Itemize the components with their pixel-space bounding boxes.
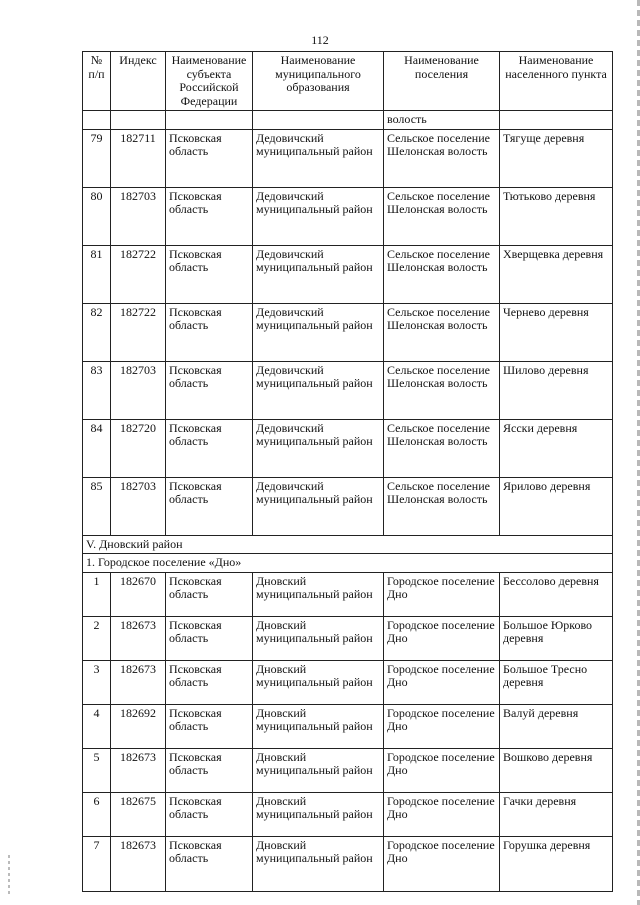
cell-municipality: Дновский муниципальный район (253, 616, 384, 660)
cell-num: 81 (83, 245, 111, 303)
cell-subject: Псковская область (166, 836, 253, 891)
section-row (83, 535, 613, 554)
cell-municipality: Дновский муниципальный район (253, 704, 384, 748)
table-row (83, 187, 613, 245)
cell-municipality: Дновский муниципальный район (253, 792, 384, 836)
cell-municipality: Дновский муниципальный район (253, 572, 384, 616)
cell-num: 83 (83, 361, 111, 419)
cell-settlement: Сельское поселение Шелонская волость (384, 129, 500, 187)
cell-index: 182675 (111, 792, 166, 836)
scan-edge-left (8, 855, 10, 895)
cell-settlement: Сельское поселение Шелонская волость (384, 419, 500, 477)
cell-subject: Псковская область (166, 419, 253, 477)
cell-settlement: Городское поселение Дно (384, 748, 500, 792)
cell-num: 84 (83, 419, 111, 477)
cell-index: 182722 (111, 303, 166, 361)
cell-municipality: Дедовичский муниципальный район (253, 129, 384, 187)
cell-locality: Тягуще деревня (500, 129, 613, 187)
cell-num: 5 (83, 748, 111, 792)
cell-subject: Псковская область (166, 660, 253, 704)
table-row (83, 836, 613, 891)
subsection-row (83, 554, 613, 573)
cell-settlement: Городское поселение Дно (384, 616, 500, 660)
cell-num: 3 (83, 660, 111, 704)
header-locality: Наименование населенного пункта (500, 52, 613, 111)
header-subject: Наименование субъекта Российской Федерации (166, 52, 253, 111)
cell-municipality: Дедовичский муниципальный район (253, 361, 384, 419)
cell-index: 182673 (111, 836, 166, 891)
cell-index: 182692 (111, 704, 166, 748)
cell-municipality: Дедовичский муниципальный район (253, 187, 384, 245)
cell-settlement: Сельское поселение Шелонская волость (384, 187, 500, 245)
cell-settlement: Городское поселение Дно (384, 836, 500, 891)
cell-municipality: Дедовичский муниципальный район (253, 303, 384, 361)
cell-index: 182703 (111, 477, 166, 535)
table-row (83, 748, 613, 792)
cell-municipality: Дновский муниципальный район (253, 748, 384, 792)
cell-subject: Псковская область (166, 477, 253, 535)
table-row (83, 303, 613, 361)
cell-subject: Псковская область (166, 245, 253, 303)
settlements-table (82, 51, 613, 892)
cell-settlement: Сельское поселение Шелонская волость (384, 303, 500, 361)
cell-subject: Псковская область (166, 129, 253, 187)
cell-locality: Большое Юрково деревня (500, 616, 613, 660)
cell-subject: Псковская область (166, 704, 253, 748)
table-body-dedovichi (83, 111, 613, 536)
header-index: Индекс (111, 52, 166, 111)
continuation-settlement: волость (384, 111, 500, 130)
cell-index: 182711 (111, 129, 166, 187)
cell-locality: Бессолово деревня (500, 572, 613, 616)
cell-locality: Чернево деревня (500, 303, 613, 361)
cell-locality: Валуй деревня (500, 704, 613, 748)
table-sections (83, 535, 613, 572)
cell-locality: Гачки деревня (500, 792, 613, 836)
cell-index: 182673 (111, 660, 166, 704)
cell-municipality: Дновский муниципальный район (253, 836, 384, 891)
cell-index: 182673 (111, 748, 166, 792)
cell-num: 85 (83, 477, 111, 535)
cell-municipality: Дедовичский муниципальный район (253, 419, 384, 477)
cell-settlement: Городское поселение Дно (384, 792, 500, 836)
table-row (83, 572, 613, 616)
cell-num: 1 (83, 572, 111, 616)
cell-locality: Шилово деревня (500, 361, 613, 419)
cell-index: 182703 (111, 361, 166, 419)
cell-index: 182670 (111, 572, 166, 616)
table-row (83, 792, 613, 836)
cell-subject: Псковская область (166, 616, 253, 660)
table-row (83, 660, 613, 704)
continuation-row (83, 111, 613, 130)
table-row (83, 129, 613, 187)
cell-municipality: Дедовичский муниципальный район (253, 477, 384, 535)
cell-index: 182722 (111, 245, 166, 303)
cell-locality: Большое Тресно деревня (500, 660, 613, 704)
table-row (83, 616, 613, 660)
cell-subject: Псковская область (166, 572, 253, 616)
cell-locality: Ярилово деревня (500, 477, 613, 535)
subsection-title: 1. Городское поселение «Дно» (83, 554, 613, 573)
section-title: V. Дновский район (83, 535, 613, 554)
cell-municipality: Дедовичский муниципальный район (253, 245, 384, 303)
cell-num: 7 (83, 836, 111, 891)
cell-settlement: Сельское поселение Шелонская волость (384, 245, 500, 303)
table-row (83, 361, 613, 419)
page-number: 112 (311, 33, 329, 47)
cell-municipality: Дновский муниципальный район (253, 660, 384, 704)
cell-locality: Горушка деревня (500, 836, 613, 891)
table-row (83, 704, 613, 748)
cell-locality: Тютьково деревня (500, 187, 613, 245)
cell-settlement: Сельское поселение Шелонская волость (384, 477, 500, 535)
table-row (83, 477, 613, 535)
cell-num: 80 (83, 187, 111, 245)
header-num: № п/п (83, 52, 111, 111)
header-settlement: Наименование поселения (384, 52, 500, 111)
cell-subject: Псковская область (166, 303, 253, 361)
cell-locality: Вошково деревня (500, 748, 613, 792)
cell-settlement: Сельское поселение Шелонская волость (384, 361, 500, 419)
cell-index: 182673 (111, 616, 166, 660)
cell-subject: Псковская область (166, 187, 253, 245)
table-row (83, 245, 613, 303)
cell-subject: Псковская область (166, 748, 253, 792)
cell-index: 182720 (111, 419, 166, 477)
cell-num: 82 (83, 303, 111, 361)
table-row (83, 419, 613, 477)
header-row (83, 52, 613, 111)
cell-num: 4 (83, 704, 111, 748)
cell-subject: Псковская область (166, 792, 253, 836)
cell-num: 6 (83, 792, 111, 836)
cell-locality: Ясски деревня (500, 419, 613, 477)
cell-settlement: Городское поселение Дно (384, 704, 500, 748)
cell-settlement: Городское поселение Дно (384, 572, 500, 616)
cell-num: 2 (83, 616, 111, 660)
cell-num: 79 (83, 129, 111, 187)
table-body-dno (83, 572, 613, 891)
cell-index: 182703 (111, 187, 166, 245)
header-municipality: Наименование муниципального образования (253, 52, 384, 111)
cell-subject: Псковская область (166, 361, 253, 419)
cell-locality: Хверщевка деревня (500, 245, 613, 303)
cell-settlement: Городское поселение Дно (384, 660, 500, 704)
